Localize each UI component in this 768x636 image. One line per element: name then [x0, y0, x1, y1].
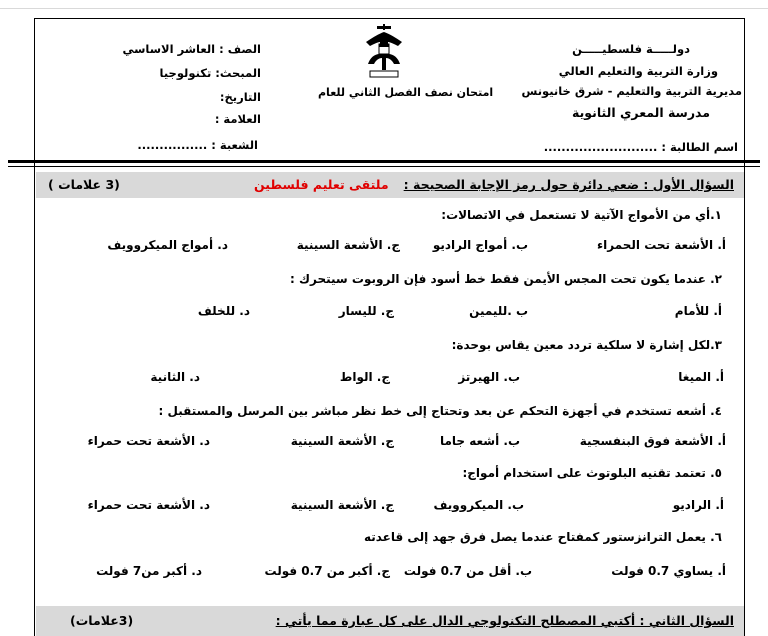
- student-name-field: اسم الطالبة : ..........................: [543, 140, 738, 154]
- date-label: التاريخ:: [219, 90, 261, 104]
- option-d: د. للخلف: [197, 304, 250, 318]
- option-b: ب. الهيرتز: [458, 370, 520, 384]
- school-name: مدرسة المعري الثانوية: [572, 105, 710, 120]
- question-1-marks: (3 علامات ): [48, 177, 120, 192]
- question-1-4: ٤. أشعه تستخدم في أجهزة التحكم عن بعد وتحتاج إلى خط نظر مباشر بين المرسل والمستقبل :: [158, 404, 722, 418]
- mark-label: العلامة :: [214, 112, 261, 126]
- option-c: ج. الأشعة السينية: [290, 434, 394, 448]
- question-2-title: السؤال الثاني : أكتبي المصطلح التكنولوجي الدال على كل عبارة مما يأتي :: [275, 613, 734, 628]
- option-b: ب. أقل من 0.7 فولت: [403, 564, 532, 578]
- exam-title: امتحان نصف الفصل الثاني للعام: [318, 86, 494, 99]
- option-d: د. الثانية: [150, 370, 200, 384]
- brand-watermark-text: ملتقى تعليم فلسطين: [254, 177, 389, 192]
- subject-label: المبحث: تكنولوجيا: [159, 66, 261, 80]
- page-top-rule: [0, 8, 768, 9]
- question-2-header: [36, 606, 744, 636]
- option-b: ب .لليمين: [469, 304, 528, 318]
- question-1-header: [36, 172, 744, 198]
- question-1-title: السؤال الأول : ضعي دائرة حول رمز الإجابة الصحيحة :: [403, 177, 734, 192]
- option-c: ج. الواط: [339, 370, 390, 384]
- question-1-6: ٦. يعمل الترانزستور كمفتاح عندما يصل فرق جهد إلى قاعدته: [363, 530, 722, 544]
- option-b: ب. الميكروويف: [433, 498, 524, 512]
- option-a: أ. يساوي 0.7 فولت: [611, 564, 726, 578]
- directorate-name: مديرية التربية والتعليم - شرق خانيونس: [521, 84, 742, 98]
- palestine-emblem-icon: [362, 24, 406, 80]
- frame-right: [744, 18, 745, 636]
- ministry-name: وزارة التربية والتعليم العالي: [558, 64, 718, 78]
- option-c: ج. الأشعة السينية: [296, 238, 400, 252]
- option-c: ج. الأشعة السينية: [290, 498, 394, 512]
- option-c: ج. أكبر من 0.7 فولت: [264, 564, 390, 578]
- header-divider-thick: [8, 160, 760, 163]
- question-2-marks: (3علامات): [70, 613, 134, 628]
- frame-top: [34, 18, 745, 19]
- option-a: أ. للأمام: [674, 304, 722, 318]
- option-b: ب. أمواج الراديو: [432, 238, 528, 252]
- country-name: دولـــــة فلسطيـــــن: [572, 42, 690, 56]
- option-d: د. الأشعة تحت حمراء: [87, 434, 210, 448]
- option-a: أ. الأشعة تحت الحمراء: [597, 238, 726, 252]
- option-a: أ. الأشعة فوق البنفسجية: [579, 434, 726, 448]
- question-1-5: ٥. تعتمد تقنيه البلوتوث على استخدام أمواج:: [462, 466, 722, 480]
- option-b: ب. أشعه جاما: [439, 434, 520, 448]
- option-d: د. الأشعة تحت حمراء: [87, 498, 210, 512]
- option-d: د. أكبر من7 فولت: [96, 564, 202, 578]
- option-a: أ. الميغا: [678, 370, 724, 384]
- option-a: أ. الراديو: [672, 498, 724, 512]
- frame-left: [34, 18, 35, 636]
- question-1-2: ٢. عندما يكون تحت المجس الأيمن فقط خط أسود فإن الروبوت سيتحرك :: [290, 272, 722, 286]
- grade-label: الصف : العاشر الاساسي: [122, 42, 261, 56]
- option-d: د. أمواج الميكروويف: [107, 238, 228, 252]
- section-field: الشعبة : ................: [137, 138, 258, 152]
- question-1-1: ١.أي من الأمواج الآتية لا تستعمل في الاتصالات:: [441, 208, 722, 222]
- option-c: ج. لليسار: [338, 304, 394, 318]
- header-divider-thin: [8, 166, 760, 167]
- question-1-3: ٣.لكل إشارة لا سلكية تردد معين يقاس بوحدة:: [451, 338, 722, 352]
